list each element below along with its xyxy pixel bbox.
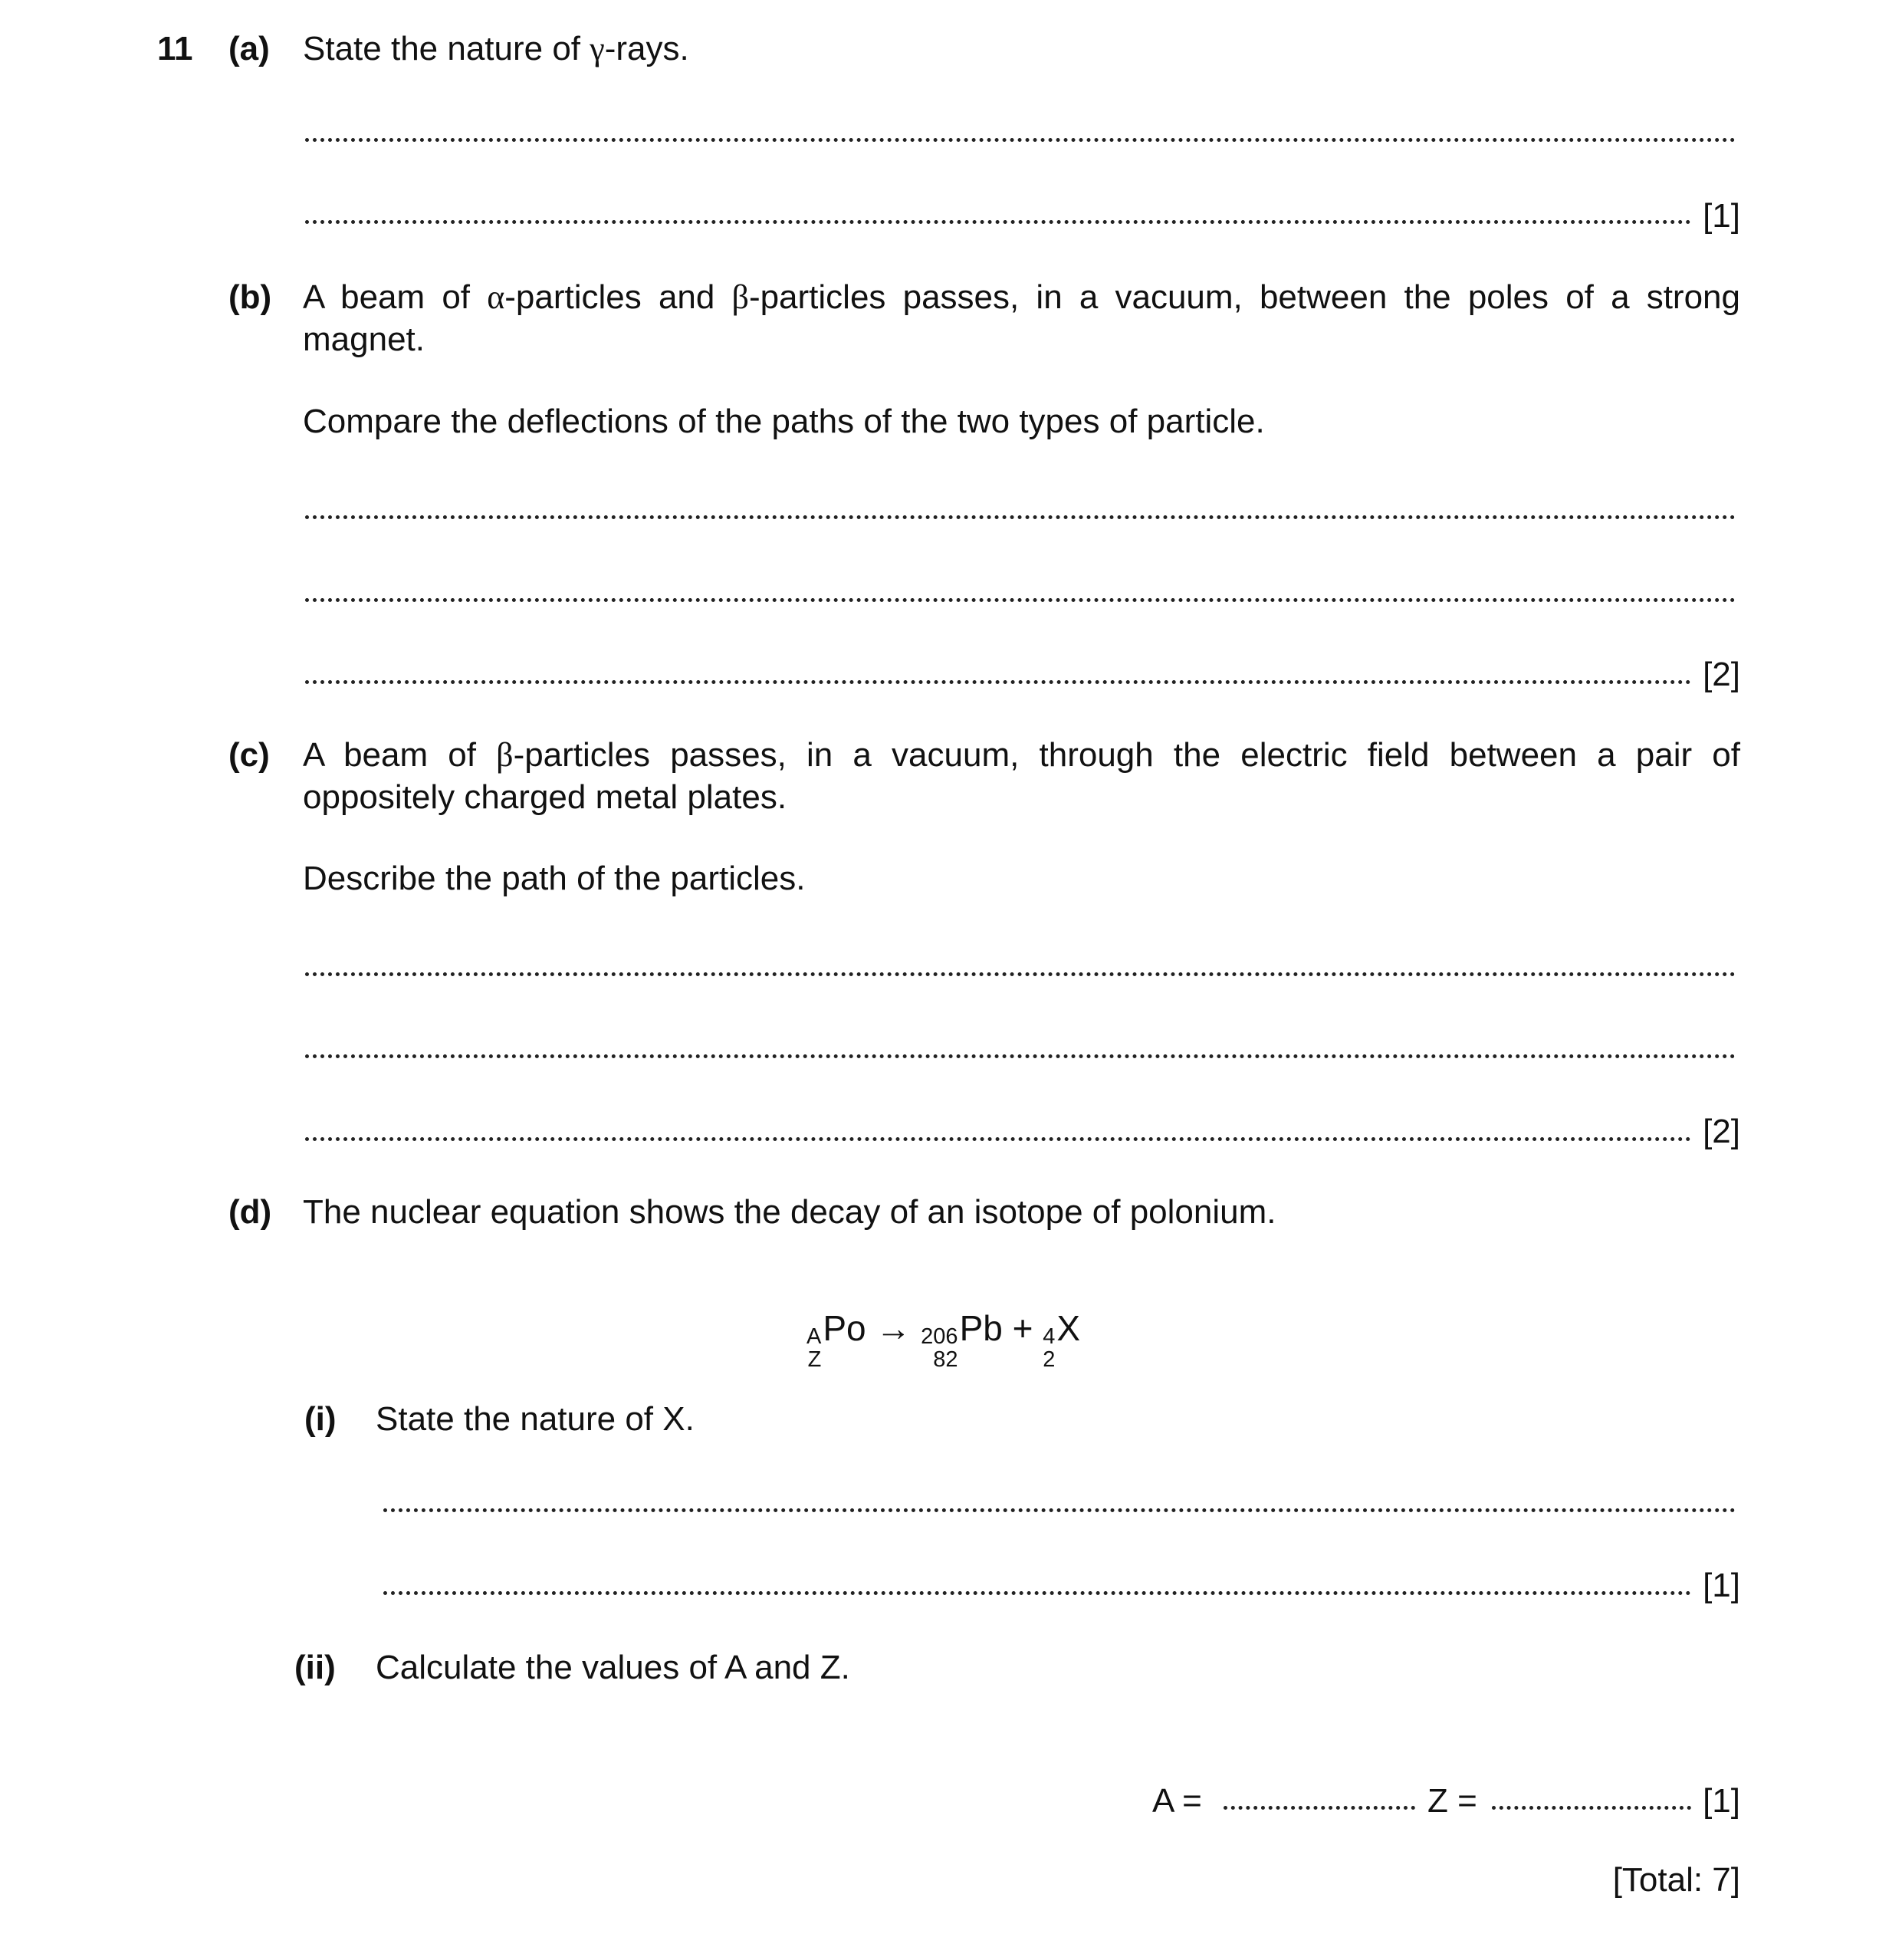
answer-line-d-i-1[interactable] bbox=[383, 1508, 1736, 1512]
answer-line-b-2[interactable] bbox=[305, 598, 1736, 602]
po-nuclide-numbers bbox=[806, 1325, 821, 1371]
part-d-label: (d) bbox=[228, 1193, 272, 1231]
po-mass-number: A bbox=[806, 1324, 822, 1349]
marks-c: [2] bbox=[1703, 1113, 1740, 1150]
part-d-ii-question: Calculate the values of A and Z. bbox=[376, 1649, 850, 1686]
answer-line-b-3[interactable] bbox=[305, 680, 1691, 684]
part-c-label: (c) bbox=[228, 736, 270, 774]
pb-atomic-number: 82 bbox=[933, 1347, 958, 1372]
nuclear-equation bbox=[806, 1307, 1080, 1371]
question-number: 11 bbox=[157, 30, 193, 67]
answer-line-a-2[interactable] bbox=[305, 220, 1691, 224]
marks-b: [2] bbox=[1703, 656, 1740, 693]
part-a-label: (a) bbox=[228, 30, 270, 67]
marks-d-i: [1] bbox=[1703, 1567, 1740, 1604]
beta-symbol: β bbox=[731, 278, 749, 316]
reaction-arrow: → bbox=[875, 1308, 912, 1348]
part-b-instruction: Compare the deflections of the paths of the two types of particle. bbox=[303, 403, 1265, 440]
alpha-symbol: α bbox=[487, 278, 505, 316]
marks-a: [1] bbox=[1703, 197, 1740, 235]
a-answer-line[interactable] bbox=[1224, 1806, 1415, 1810]
x-atomic-number: 2 bbox=[1043, 1347, 1056, 1372]
answer-line-b-1[interactable] bbox=[305, 515, 1736, 519]
z-answer-line[interactable] bbox=[1492, 1806, 1691, 1810]
part-a-question: State the nature of γ-rays. bbox=[303, 30, 689, 67]
x-nuclide-numbers bbox=[1043, 1325, 1055, 1371]
po-atomic-number: Z bbox=[807, 1347, 822, 1372]
part-d-i-label: (i) bbox=[304, 1400, 337, 1438]
pb-nuclide-numbers bbox=[921, 1325, 958, 1371]
part-d-i-question: State the nature of X. bbox=[376, 1400, 695, 1438]
pb-symbol: Pb bbox=[959, 1308, 1003, 1348]
part-b-label: (b) bbox=[228, 278, 272, 316]
marks-d-ii: [1] bbox=[1703, 1782, 1740, 1820]
pb-mass-number: 206 bbox=[921, 1324, 958, 1349]
answer-line-c-1[interactable] bbox=[305, 972, 1736, 976]
gamma-symbol: γ bbox=[590, 30, 605, 67]
x-symbol: X bbox=[1056, 1308, 1081, 1348]
x-mass-number: 4 bbox=[1043, 1324, 1056, 1349]
part-d-ii-label: (ii) bbox=[294, 1649, 336, 1686]
part-d-stem: The nuclear equation shows the decay of an isotope of polonium. bbox=[303, 1193, 1276, 1231]
total-marks: [Total: 7] bbox=[1612, 1861, 1740, 1899]
answer-line-a-1[interactable] bbox=[305, 138, 1736, 142]
part-c-stem: A beam of β-particles passes, in a vacuum, through the electric field between a pair of oppositely charged metal plates. bbox=[303, 736, 1741, 816]
answer-line-d-i-2[interactable] bbox=[383, 1591, 1691, 1595]
po-symbol: Po bbox=[823, 1308, 866, 1348]
plus-sign: + bbox=[1012, 1308, 1033, 1348]
a-answer-label: A = bbox=[1152, 1782, 1202, 1820]
part-c-instruction: Describe the path of the particles. bbox=[303, 860, 806, 897]
answer-line-c-3[interactable] bbox=[305, 1137, 1691, 1141]
z-answer-label: Z = bbox=[1427, 1782, 1477, 1820]
answer-line-c-2[interactable] bbox=[305, 1054, 1736, 1058]
part-b-stem: A beam of α-particles and β-particles passes, in a vacuum, between the poles of a strong magnet. bbox=[303, 278, 1741, 358]
beta-symbol: β bbox=[496, 736, 514, 774]
